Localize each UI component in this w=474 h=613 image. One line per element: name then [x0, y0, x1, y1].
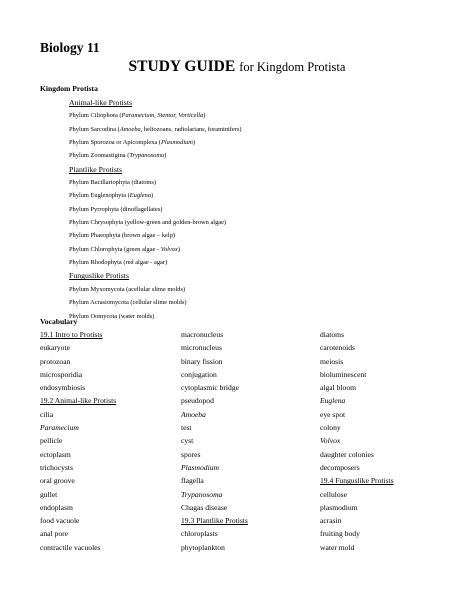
vocabulary-term: decomposers — [320, 462, 360, 472]
vocabulary-term: phytoplankton — [181, 542, 225, 552]
page-title — [0, 59, 474, 75]
phylum-text: Phylum Zoomastigina ( — [69, 152, 130, 160]
vocabulary-term: cilia — [40, 409, 54, 419]
vocabulary-term: eye spot — [320, 409, 346, 419]
vocabulary-term: Euglena — [320, 396, 346, 406]
vocabulary-section-heading: 19.1 Intro to Protists — [40, 330, 103, 339]
vocabulary-term: fruiting body — [320, 529, 360, 539]
phylum-item — [69, 243, 242, 256]
vocabulary-term: conjugation — [181, 369, 217, 379]
vocabulary-term: pseudopod — [181, 396, 214, 406]
phylum-text: Phylum Pyrrophyta (dinoflagellates) — [69, 205, 163, 213]
protist-group-heading: Plantlike Protists — [69, 164, 123, 174]
vocabulary-term: acrasin — [320, 516, 342, 526]
phylum-item — [69, 283, 242, 296]
vocabulary-term: binary fission — [181, 356, 223, 366]
vocabulary-column-2 — [181, 328, 248, 554]
vocabulary-term: cellulose — [320, 489, 347, 499]
vocabulary-term: bioluminescent — [320, 369, 367, 379]
phylum-text: Phylum Acrasiomycota (cellular slime molds) — [69, 299, 187, 307]
genus-name: Plasmodium — [160, 139, 193, 147]
vocabulary-term: ectoplasm — [40, 449, 71, 459]
phylum-text: Phylum Sarcodina ( — [69, 125, 120, 133]
vocabulary-term: plasmodium — [320, 502, 358, 512]
vocabulary-term: Chagas disease — [181, 502, 228, 512]
genus-name: Trypanosoma — [129, 152, 165, 160]
phylum-item — [69, 136, 242, 149]
vocabulary-term: daughter colonies — [320, 449, 374, 459]
phylum-item — [69, 216, 242, 229]
vocabulary-term: trichocysts — [40, 462, 73, 472]
vocabulary-term: Volvox — [320, 436, 341, 446]
vocabulary-term: cytoplasmic bridge — [181, 383, 239, 393]
vocabulary-term: food vacuole — [40, 516, 80, 526]
vocabulary-term: carotenoids — [320, 343, 356, 353]
phylum-item — [69, 203, 242, 216]
vocabulary-heading: Vocabulary — [40, 317, 78, 326]
vocabulary-term: contractile vacuoles — [40, 542, 101, 552]
phylum-text: Phylum Sporozoa or Apicomplexa ( — [69, 139, 161, 147]
vocabulary-term: microsporidia — [40, 369, 83, 379]
vocabulary-term: macronucleus — [181, 330, 224, 339]
genus-name: Volvox — [160, 245, 178, 253]
phylum-text: Phylum Rhodophyta (red algae - agar) — [69, 259, 168, 267]
phylum-text-end: ) — [203, 112, 206, 120]
phylum-item — [69, 109, 242, 122]
vocabulary-term: algal bloom — [320, 383, 357, 393]
phylum-text-end: ) — [192, 139, 196, 147]
title-sub: for Kingdom Protista — [239, 60, 346, 74]
vocabulary-section-heading: 19.2 Animal-like Protists — [40, 396, 117, 406]
title-main: STUDY GUIDE — [128, 58, 236, 75]
genus-name: Amoeba — [119, 125, 141, 133]
phylum-item — [69, 229, 242, 242]
vocabulary-term: meiosis — [320, 356, 344, 366]
vocabulary-term: Amoeba — [181, 409, 206, 419]
phylum-text: Phylum Phaeophyta (brown algae – kelp) — [69, 232, 175, 240]
vocabulary-column-3 — [320, 328, 394, 554]
phylum-text: Phylum Euglenophyta ( — [69, 192, 130, 200]
phylum-item — [69, 123, 242, 136]
vocabulary-term: Trypanosoma — [181, 489, 223, 499]
phylum-text: Phylum Chrysophyta (yellow-green and golden-brown algae) — [69, 219, 227, 227]
vocabulary-section-heading: 19.4 Funguslike Protists — [320, 476, 394, 486]
kingdom-outline — [69, 96, 242, 323]
vocabulary-term: gullet — [40, 489, 58, 499]
phylum-text-end: , heliozoans, radiolarians, foraminifers) — [140, 125, 242, 133]
kingdom-heading: Kingdom Protista — [40, 84, 98, 93]
phylum-item — [69, 176, 242, 189]
phylum-text-end: ) — [164, 152, 167, 160]
vocabulary-term: spores — [181, 449, 201, 459]
phylum-text-end: ) — [151, 192, 154, 200]
phylum-item — [69, 149, 242, 162]
phylum-item — [69, 189, 242, 202]
phylum-text: Phylum Bacillariophyta (diatoms) — [69, 179, 156, 187]
vocabulary-term: oral groove — [40, 476, 75, 486]
vocabulary-section-heading: 19.3 Plantlike Protists — [181, 516, 248, 526]
course-title: Biology 11 — [40, 40, 100, 55]
phylum-text-end: ) — [177, 245, 180, 253]
phylum-text: Phylum Myxomycota (acellular slime molds) — [69, 285, 186, 293]
vocabulary-column-1 — [40, 328, 116, 554]
genus-name: Paramecium, Stentor, Vorticella — [121, 112, 204, 120]
protist-group-heading: Funguslike Protists — [69, 271, 130, 281]
vocabulary-term: endoplasm — [40, 502, 73, 512]
vocabulary-term: endosymbiosis — [40, 383, 86, 393]
vocabulary-term: diatoms — [320, 330, 345, 339]
vocabulary-term: colony — [320, 423, 341, 433]
phylum-item — [69, 296, 242, 309]
vocabulary-term: protozoan — [40, 356, 71, 366]
phylum-text: Phylum Chlorophyta (green algae - — [69, 245, 161, 253]
protist-group-heading: Animal-like Protists — [69, 98, 133, 107]
vocabulary-term: eukaryote — [40, 343, 70, 353]
phylum-text: Phylum Oomycota (water molds) — [69, 312, 155, 320]
vocabulary-term: Paramecium — [40, 423, 79, 433]
vocabulary-term: micronucleus — [181, 343, 222, 353]
vocabulary-term: pellicle — [40, 436, 63, 446]
vocabulary-term: cyst — [181, 436, 194, 446]
vocabulary-term: anal pore — [40, 529, 69, 539]
vocabulary-term: test — [181, 423, 192, 433]
vocabulary-term: Plasmodium — [181, 462, 219, 472]
genus-name: Euglena — [129, 192, 152, 200]
vocabulary-term: water mold — [320, 542, 355, 552]
phylum-item — [69, 310, 242, 323]
phylum-text: Phylum Ciliophora ( — [69, 112, 122, 120]
phylum-item — [69, 256, 242, 269]
vocabulary-term: chloroplasts — [181, 529, 218, 539]
vocabulary-term: flagella — [181, 476, 204, 486]
